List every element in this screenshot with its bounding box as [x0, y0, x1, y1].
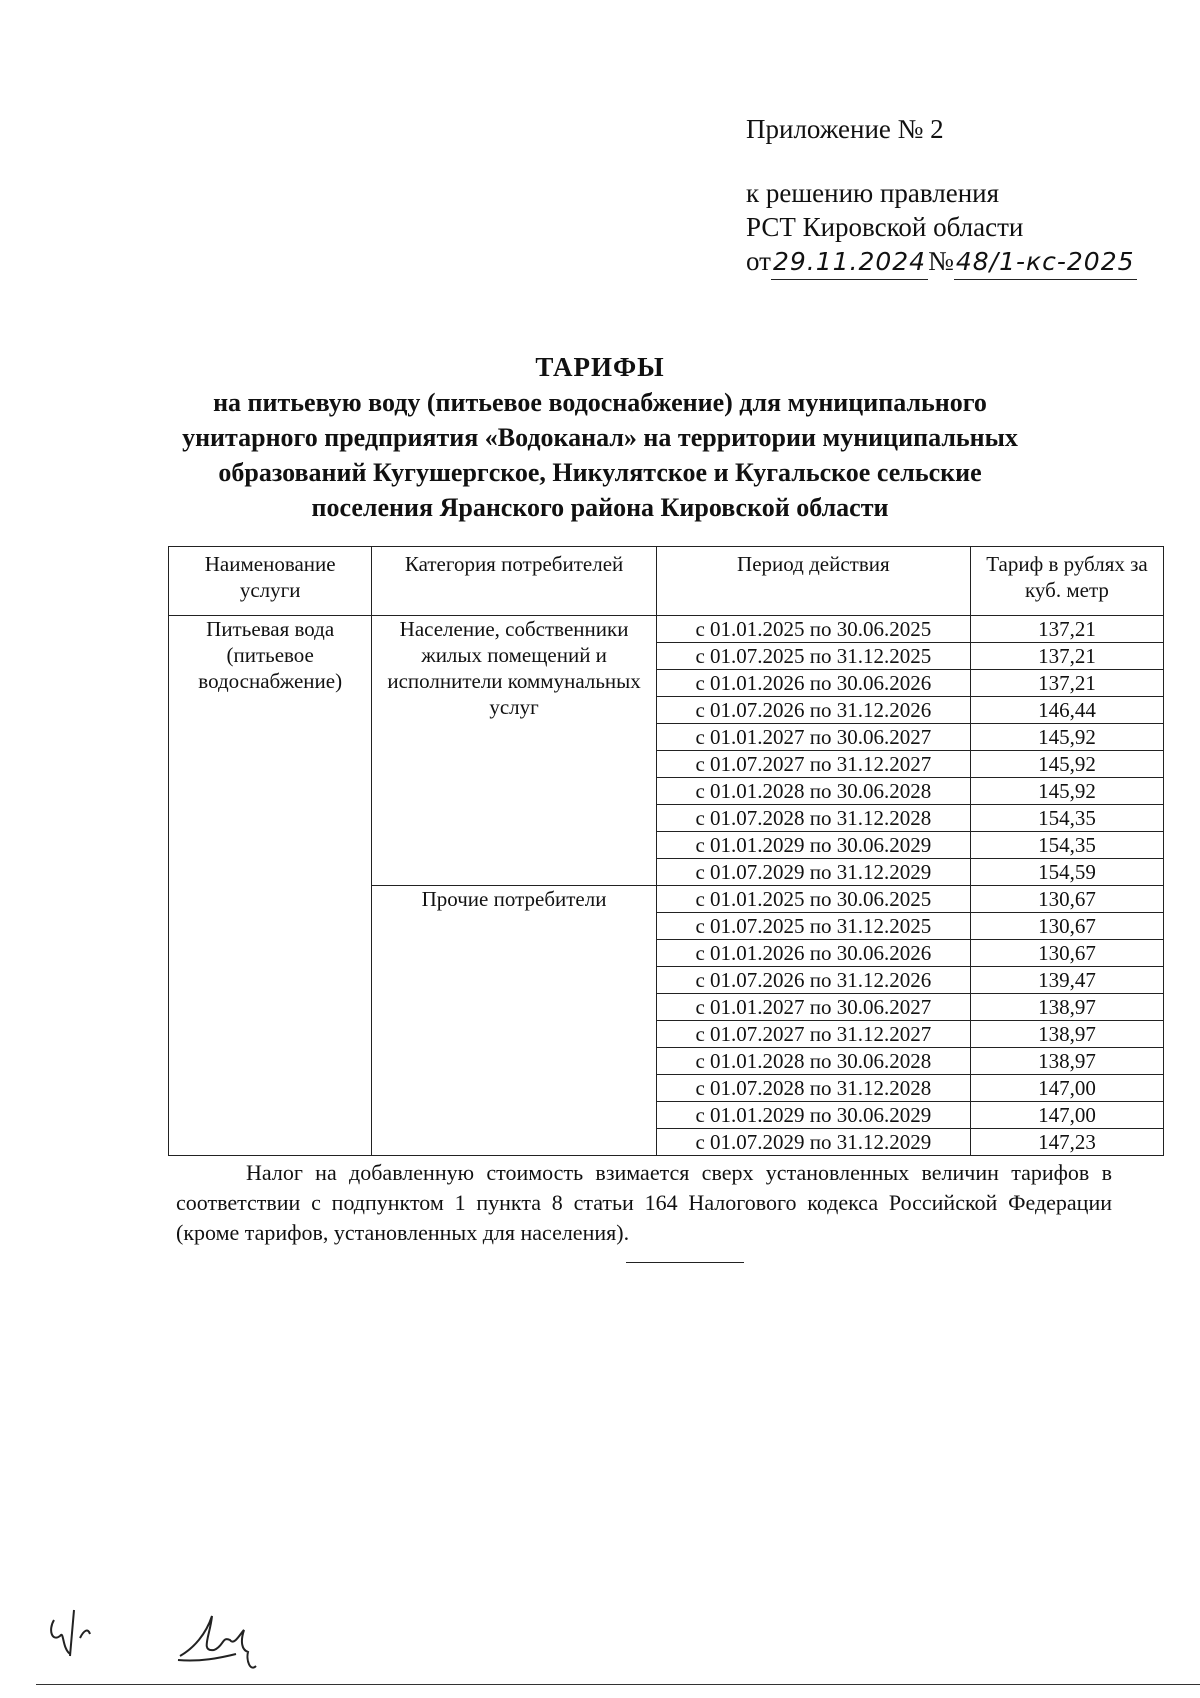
tariff-table [168, 546, 1164, 1156]
tariff-cell: 130,67 [970, 913, 1163, 940]
handwritten-number: 48/1-кс-2025 [954, 245, 1137, 280]
tariff-cell: 137,21 [970, 670, 1163, 697]
tariff-cell: 138,97 [970, 994, 1163, 1021]
title-line-1: на питьевую воду (питьевое водоснабжение) для муниципального [213, 388, 987, 417]
period-cell: с 01.01.2029 по 30.06.2029 [656, 832, 970, 859]
period-cell: с 01.01.2025 по 30.06.2025 [656, 616, 970, 643]
bottom-rule [36, 1684, 1200, 1685]
table-header-row [169, 547, 1164, 616]
handwritten-date: 29.11.2024 [771, 245, 928, 280]
tariff-cell: 154,59 [970, 859, 1163, 886]
period-cell: с 01.01.2026 по 30.06.2026 [656, 940, 970, 967]
category-cell: Прочие потребители [372, 886, 656, 1156]
appendix-block [746, 112, 1137, 280]
period-cell: с 01.01.2028 по 30.06.2028 [656, 1048, 970, 1075]
tariff-cell: 145,92 [970, 778, 1163, 805]
tariff-cell: 137,21 [970, 643, 1163, 670]
title-line-2: унитарного предприятия «Водоканал» на территории муниципальных [182, 423, 1018, 452]
signature-icon [170, 1590, 280, 1680]
tariff-cell: 138,97 [970, 1048, 1163, 1075]
tariff-cell: 147,00 [970, 1102, 1163, 1129]
appendix-line-decision: к решению правления [746, 178, 1000, 208]
tariff-cell: 138,97 [970, 1021, 1163, 1048]
header-tariff: Тариф в рублях за куб. метр [970, 547, 1163, 616]
period-cell: с 01.07.2025 по 31.12.2025 [656, 913, 970, 940]
tariff-cell: 145,92 [970, 724, 1163, 751]
tariff-cell: 139,47 [970, 967, 1163, 994]
tariff-cell: 137,21 [970, 616, 1163, 643]
period-cell: с 01.07.2027 по 31.12.2027 [656, 1021, 970, 1048]
period-cell: с 01.07.2029 по 31.12.2029 [656, 859, 970, 886]
header-period: Период действия [656, 547, 970, 616]
period-cell: с 01.01.2025 по 30.06.2025 [656, 886, 970, 913]
end-divider [626, 1262, 744, 1263]
period-cell: с 01.07.2026 по 31.12.2026 [656, 697, 970, 724]
period-cell: с 01.01.2026 по 30.06.2026 [656, 670, 970, 697]
document-title [120, 350, 1080, 525]
title-main: ТАРИФЫ [535, 352, 665, 382]
period-cell: с 01.07.2026 по 31.12.2026 [656, 967, 970, 994]
period-cell: с 01.07.2025 по 31.12.2025 [656, 643, 970, 670]
header-category: Категория потребителей [372, 547, 656, 616]
tariff-cell: 154,35 [970, 805, 1163, 832]
service-cell: Питьевая вода (питьевое водоснабжение) [169, 616, 372, 1156]
title-line-3: образований Кугушергское, Никулятское и Кугальское сельские [218, 458, 982, 487]
title-line-4: поселения Яранского района Кировской области [311, 493, 889, 522]
period-cell: с 01.07.2028 по 31.12.2028 [656, 805, 970, 832]
header-service: Наименование услуги [169, 547, 372, 616]
from-label: от [746, 246, 771, 276]
table-row [169, 616, 1164, 643]
period-cell: с 01.01.2029 по 30.06.2029 [656, 1102, 970, 1129]
vat-note-text: Налог на добавленную стоимость взимается сверх установленных величин тарифов в соответствии с подпунктом 1 пункта 8 статьи 164 Налогового кодекса Российской Федерации (кроме тарифов, установленных для населения). [176, 1160, 1112, 1245]
tariff-cell: 130,67 [970, 886, 1163, 913]
period-cell: с 01.01.2027 по 30.06.2027 [656, 724, 970, 751]
tariff-cell: 154,35 [970, 832, 1163, 859]
number-label: № [928, 246, 954, 276]
vat-note [176, 1158, 1112, 1248]
category-cell: Население, собственники жилых помещений и исполнители коммунальных услуг [372, 616, 656, 886]
period-cell: с 01.01.2027 по 30.06.2027 [656, 994, 970, 1021]
tariff-cell: 130,67 [970, 940, 1163, 967]
period-cell: с 01.01.2028 по 30.06.2028 [656, 778, 970, 805]
tariff-cell: 147,23 [970, 1129, 1163, 1156]
appendix-date-line [746, 244, 1137, 280]
tariff-cell: 146,44 [970, 697, 1163, 724]
period-cell: с 01.07.2027 по 31.12.2027 [656, 751, 970, 778]
period-cell: с 01.07.2029 по 31.12.2029 [656, 1129, 970, 1156]
appendix-title: Приложение № 2 [746, 114, 944, 144]
appendix-line-authority: РСТ Кировской области [746, 212, 1024, 242]
tariff-table-body [169, 616, 1164, 1156]
tariff-cell: 145,92 [970, 751, 1163, 778]
tariff-cell: 147,00 [970, 1075, 1163, 1102]
initials-signature-icon [40, 1590, 140, 1670]
period-cell: с 01.07.2028 по 31.12.2028 [656, 1075, 970, 1102]
